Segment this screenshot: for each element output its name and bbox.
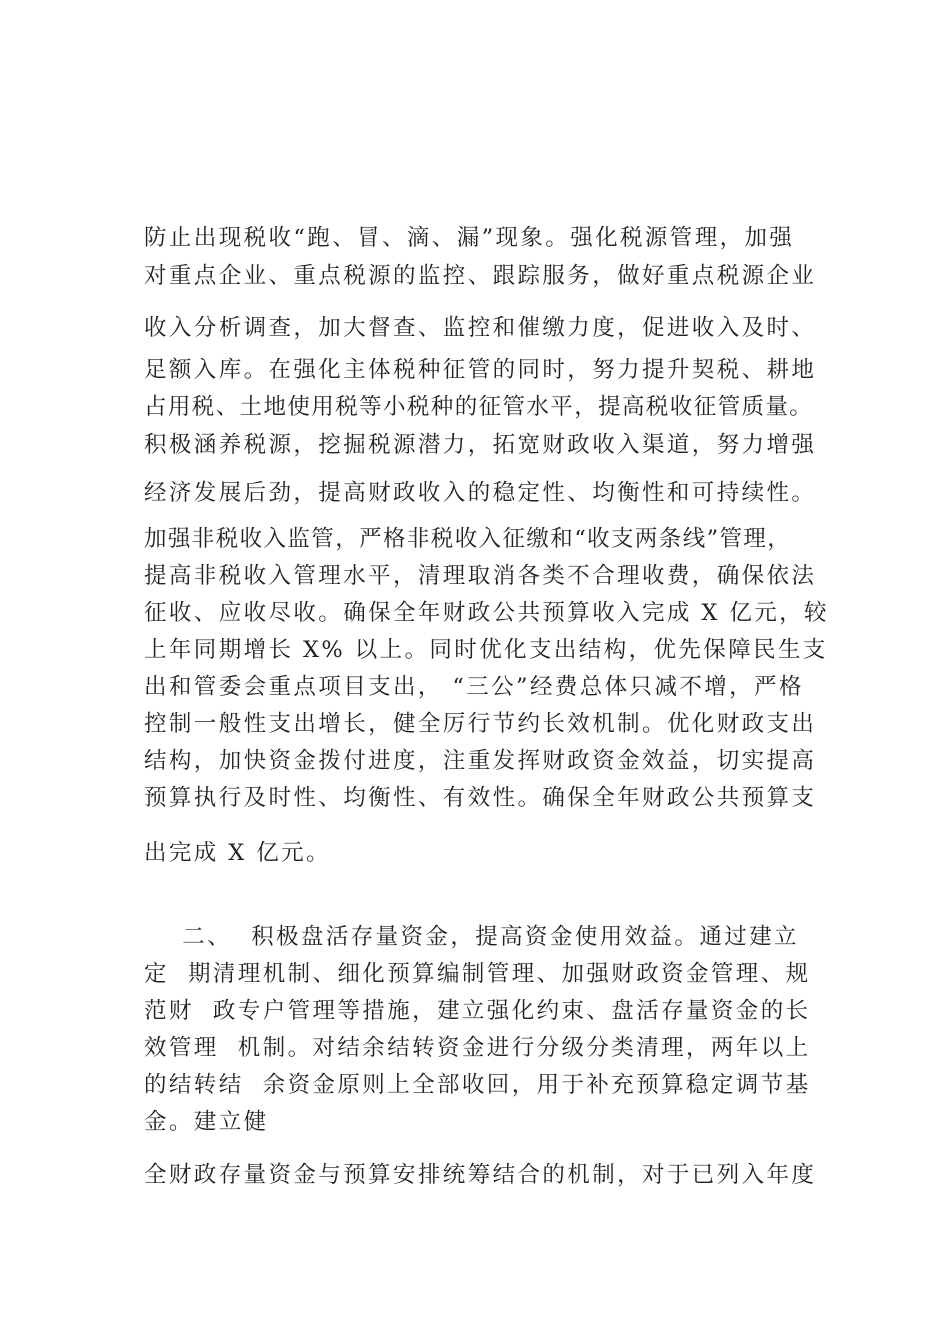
paragraph-line: 加强非税收入监管，严格非税收入征缴和“收支两条线”管理， bbox=[144, 526, 792, 552]
paragraph-line: 提高非税收入管理水平，清理取消各类不合理收费，确保依法 bbox=[144, 563, 817, 589]
paragraph-line: 的结转结 余资金原则上全部收回，用于补充预算稳定调节基 bbox=[144, 1072, 811, 1098]
paragraph-line: 经济发展后劲，提高财政收入的稳定性、均衡性和可持续性。 bbox=[144, 480, 817, 506]
paragraph-line: 占用税、土地使用税等小税种的征管水平，提高税收征管质量。 bbox=[144, 394, 814, 420]
paragraph-line: 定 期清理机制、细化预算编制管理、加强财政资金管理、规 bbox=[144, 961, 811, 987]
paragraph-line: 范财 政专户管理等措施，建立强化约束、盘活存量资金的长 bbox=[144, 998, 811, 1024]
paragraph-line: 对重点企业、重点税源的监控、跟踪服务，做好重点税源企业 bbox=[144, 263, 817, 289]
paragraph-line: 出完成 X 亿元。 bbox=[144, 840, 331, 866]
paragraph-line: 征收、应收尽收。确保全年财政公共预算收入完成 X 亿元，较 bbox=[144, 600, 829, 626]
paragraph-line: 效管理 机制。对结余结转资金进行分级分类清理，两年以上 bbox=[144, 1035, 811, 1061]
paragraph-line: 全财政存量资金与预算安排统筹结合的机制，对于已列入年度 bbox=[144, 1162, 817, 1188]
paragraph-line: 足额入库。在强化主体税种征管的同时，努力提升契税、耕地 bbox=[144, 357, 817, 383]
paragraph-line: 预算执行及时性、均衡性、有效性。确保全年财政公共预算支 bbox=[144, 785, 817, 811]
paragraph-line: 控制一般性支出增长，健全厉行节约长效机制。优化财政支出 bbox=[144, 711, 817, 737]
paragraph-line: 积极涵养税源，挖掘税源潜力，拓宽财政收入渠道，努力增强 bbox=[144, 432, 817, 458]
section-heading-line: 二、 积极盘活存量资金，提高资金使用效益。通过建立 bbox=[144, 924, 799, 950]
paragraph-line: 防止出现税收“跑、冒、滴、漏”现象。强化税源管理，加强 bbox=[144, 225, 795, 251]
paragraph-line: 上年同期增长 X% 以上。同时优化支出结构，优先保障民生支 bbox=[144, 637, 828, 663]
paragraph-line: 收入分析调查，加大督查、监控和催缴力度，促进收入及时、 bbox=[144, 315, 817, 341]
paragraph-line: 结构，加快资金拨付进度，注重发挥财政资金效益，切实提高 bbox=[144, 748, 817, 774]
paragraph-line: 出和管委会重点项目支出， “三公”经费总体只减不增，严格 bbox=[144, 674, 804, 700]
paragraph-line: 金。建立健 bbox=[144, 1109, 269, 1135]
